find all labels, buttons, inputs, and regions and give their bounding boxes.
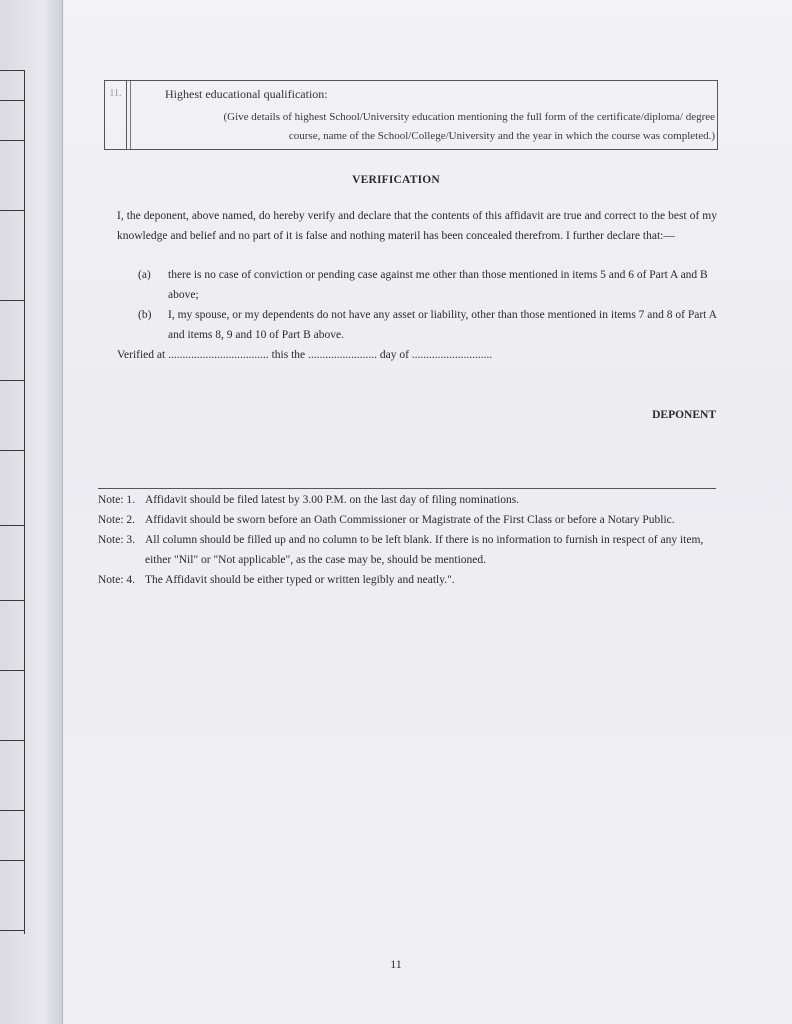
note-label: Note: 2.	[98, 514, 136, 526]
deponent-label: DEPONENT	[652, 409, 716, 421]
adjacent-table-row-line	[0, 380, 24, 381]
adjacent-page-table	[0, 70, 25, 934]
adjacent-table-row-line	[0, 860, 24, 861]
qualification-box	[104, 80, 718, 150]
qualification-title: Highest educational qualification:	[165, 87, 328, 101]
adjacent-table-row-line	[0, 525, 24, 526]
qualification-detail: (Give details of highest School/University education mentioning the full form of the certificate/diploma/ degree course, name of the School/College/University and the year in which the course was completed.)	[223, 111, 715, 142]
adjacent-table-row-line	[0, 740, 24, 741]
adjacent-table-row-line	[0, 810, 24, 811]
adjacent-table-row-line	[0, 210, 24, 211]
adjacent-table-row-line	[0, 450, 24, 451]
verification-heading: VERIFICATION	[352, 174, 440, 186]
note-text: The Affidavit should be either typed or written legibly and neatly.".	[145, 574, 455, 586]
page-number: 11	[390, 957, 402, 971]
adjacent-table-row-line	[0, 930, 24, 931]
section-divider	[98, 488, 716, 489]
note-label: Note: 4.	[98, 574, 136, 586]
declaration-item-label: (b)	[138, 309, 152, 321]
adjacent-table-row-line	[0, 300, 24, 301]
note-label: Note: 3.	[98, 534, 136, 546]
adjacent-page-edge	[0, 0, 63, 1024]
declaration-item-text: there is no case of conviction or pending case against me other than those mentioned in items 5 and 6 of Part A and B above;	[168, 269, 708, 301]
adjacent-table-row-line	[0, 100, 24, 101]
adjacent-table-row-line	[0, 670, 24, 671]
adjacent-table-row-line	[0, 70, 24, 71]
adjacent-table-row-line	[0, 140, 24, 141]
qualification-divider	[127, 81, 131, 149]
adjacent-table-row-line	[0, 600, 24, 601]
note-text: All column should be filled up and no column to be left blank. If there is no information to furnish in respect of any item, either "Nil" or "Not applicable", as the case may be, should be mentioned.	[145, 534, 704, 566]
verification-intro: I, the deponent, above named, do hereby verify and declare that the contents of this affidavit are true and correct to the best of my knowledge and belief and no part of it is false and nothing materil has been concealed therefrom. I further declare that:—	[117, 210, 717, 242]
declaration-item-text: I, my spouse, or my dependents do not have any asset or liability, other than those mentioned in items 7 and 8 of Part A and items 8, 9 and 10 of Part B above.	[168, 309, 717, 341]
note-text: Affidavit should be filed latest by 3.00 P.M. on the last day of filing nominations.	[145, 494, 520, 506]
declaration-item-label: (a)	[138, 269, 151, 281]
verified-at-line: Verified at ................................... this the ........................ day of ............................	[117, 349, 493, 361]
note-text: Affidavit should be sworn before an Oath Commissioner or Magistrate of the First Class or before a Notary Public.	[145, 514, 675, 526]
qualification-number: 11.	[105, 81, 127, 149]
note-label: Note: 1.	[98, 494, 136, 506]
